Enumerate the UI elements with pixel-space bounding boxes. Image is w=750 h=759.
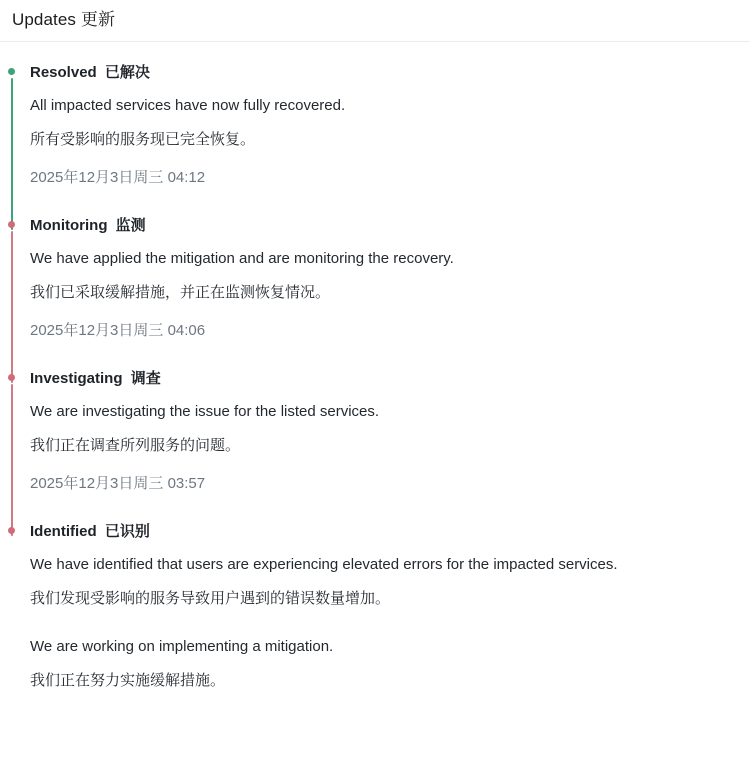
update-entry-investigating — [30, 366, 738, 494]
timeline-line — [11, 384, 13, 536]
status-label: Identified — [30, 523, 97, 540]
update-message: 我们已采取缓解措施，并正在监测恢复情况。 — [30, 284, 331, 301]
status-heading — [30, 60, 738, 86]
update-timestamp: 2025年12月3日周三 03:57 — [30, 475, 206, 492]
status-label: Monitoring — [30, 217, 108, 234]
update-timestamp: 2025年12月3日周三 04:12 — [30, 169, 206, 186]
page-title: Updates 更新 — [0, 0, 750, 42]
status-label-cn: 已识别 — [104, 523, 150, 540]
update-message: 我们正在努力实施缓解措施。 — [30, 672, 226, 689]
update-entry-resolved — [30, 60, 738, 188]
update-message: We are investigating the issue for the listed services. — [30, 403, 380, 420]
status-label: Investigating — [30, 370, 123, 387]
update-message: 我们正在调查所列服务的问题。 — [30, 437, 241, 454]
status-dot-icon — [8, 527, 15, 534]
updates-timeline — [0, 42, 750, 691]
update-entry-identified — [30, 519, 738, 691]
status-label-cn: 监测 — [115, 217, 146, 234]
status-heading — [30, 213, 738, 239]
status-heading — [30, 519, 738, 545]
paragraph-spacer — [30, 623, 738, 637]
update-message: We have applied the mitigation and are monitoring the recovery. — [30, 250, 454, 267]
status-heading — [30, 366, 738, 392]
status-label-cn: 已解决 — [104, 64, 150, 81]
timeline-line — [11, 231, 13, 383]
update-message: 我们发现受影响的服务导致用户遇到的错误数量增加。 — [30, 590, 391, 607]
update-message: We have identified that users are experiencing elevated errors for the impacted services. — [30, 556, 618, 573]
status-label: Resolved — [30, 64, 97, 81]
update-message: We are working on implementing a mitigation. — [30, 638, 334, 655]
status-dot-icon — [8, 68, 15, 75]
update-message: All impacted services have now fully recovered. — [30, 97, 346, 114]
update-message: 所有受影响的服务现已完全恢复。 — [30, 131, 256, 148]
status-dot-icon — [8, 374, 15, 381]
update-timestamp: 2025年12月3日周三 04:06 — [30, 322, 206, 339]
status-dot-icon — [8, 221, 15, 228]
timeline-line — [11, 78, 13, 230]
status-label-cn: 调查 — [130, 370, 161, 387]
update-entry-monitoring — [30, 213, 738, 341]
